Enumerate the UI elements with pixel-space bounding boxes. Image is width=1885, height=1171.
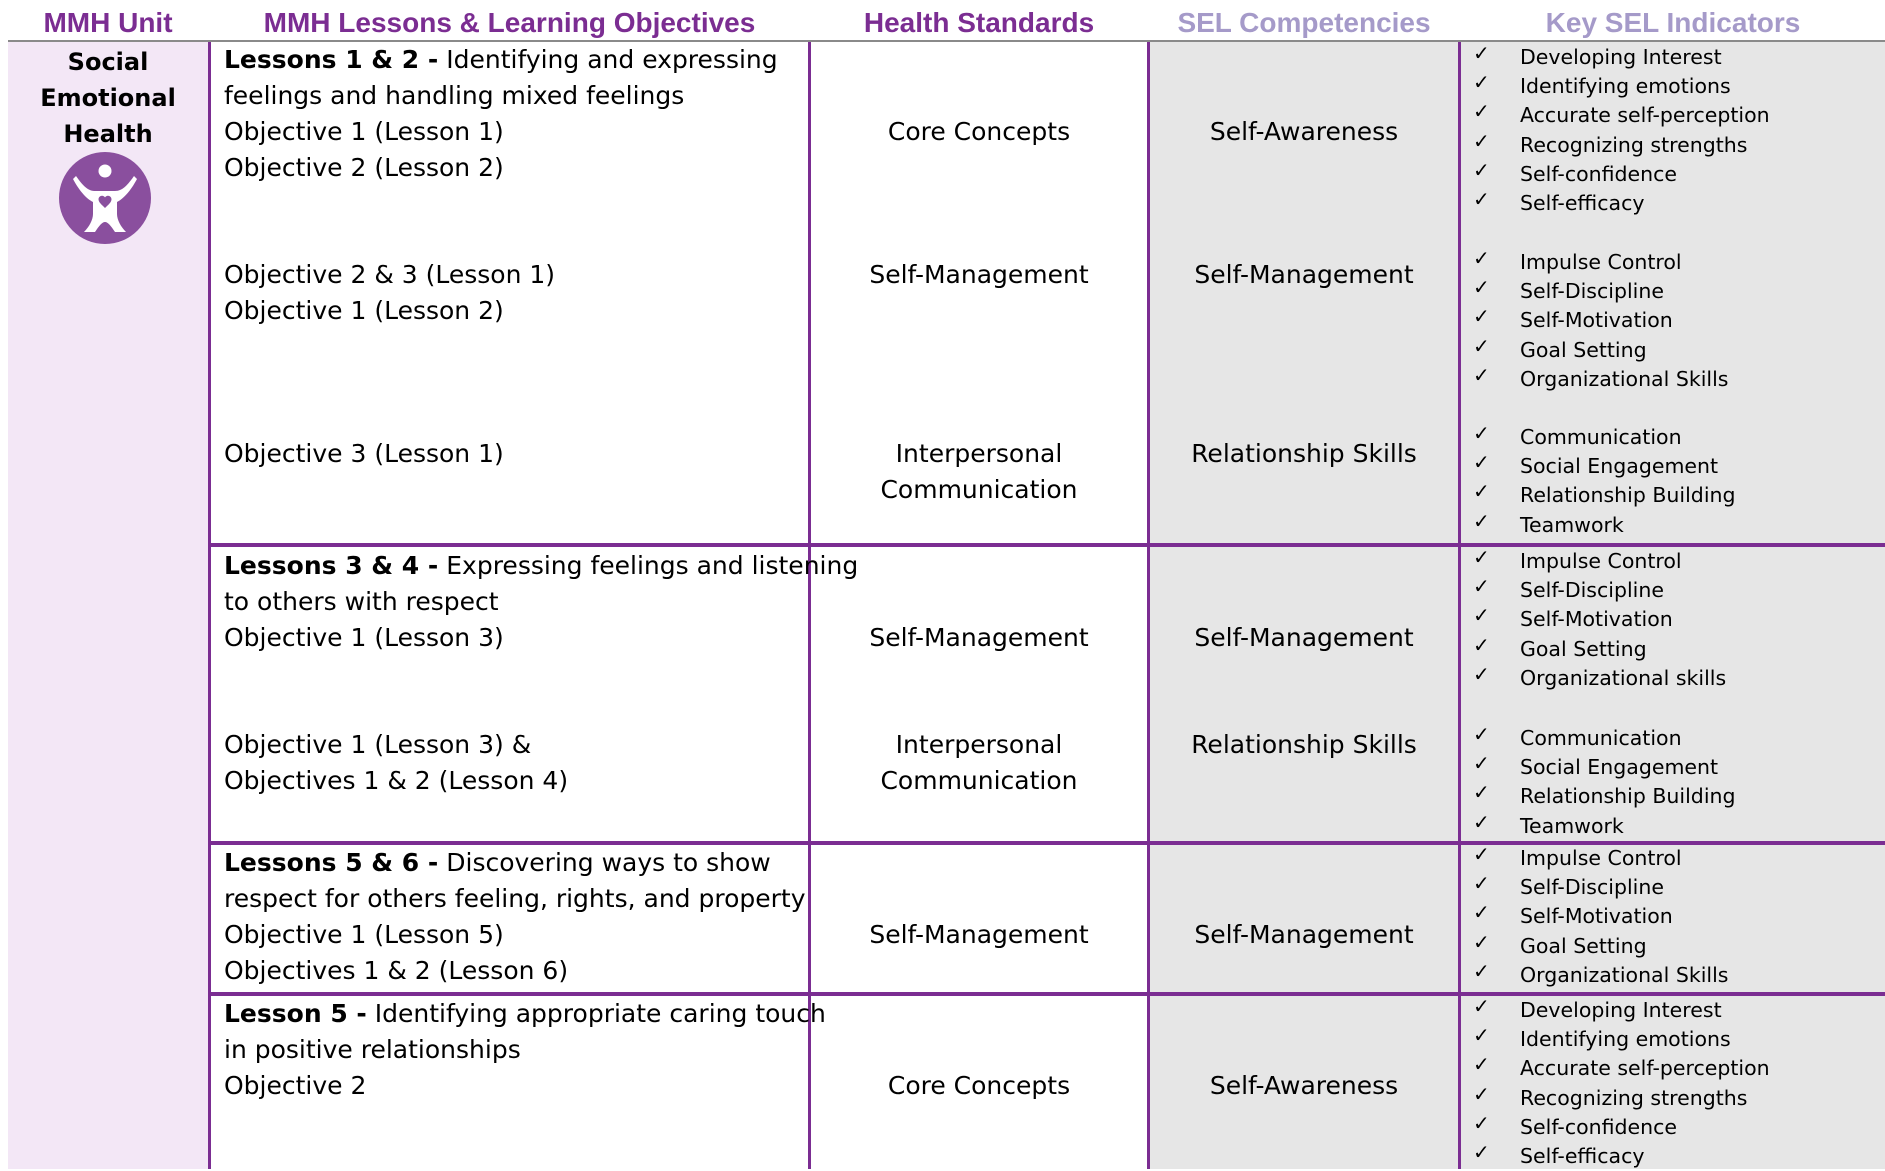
check-icon: ✓ xyxy=(1473,722,1490,746)
indicator-label: Self-efficacy xyxy=(1520,1143,1645,1168)
objective-line: Objective 1 (Lesson 5) xyxy=(224,920,504,949)
health-standard: Self-Management xyxy=(869,623,1089,652)
health-standard xyxy=(811,727,1147,799)
indicator-item xyxy=(1473,248,1873,277)
check-icon: ✓ xyxy=(1473,99,1490,124)
check-icon: ✓ xyxy=(1473,751,1490,776)
indicator-list xyxy=(1473,547,1873,693)
social-emotional-person-heart-icon xyxy=(59,152,151,244)
indicator-label: Self-Discipline xyxy=(1520,279,1664,304)
indicator-item xyxy=(1473,724,1873,753)
indicator-item xyxy=(1473,72,1873,101)
check-icon: ✓ xyxy=(1473,900,1490,925)
objective-line: Objectives 1 & 2 (Lesson 4) xyxy=(224,766,569,795)
objective-line: Objective 2 xyxy=(224,1071,367,1100)
indicator-item xyxy=(1473,186,1873,218)
objective-line: Objective 1 (Lesson 1) xyxy=(224,117,504,146)
indicator-item xyxy=(1473,481,1873,510)
indicator-label: Developing Interest xyxy=(1520,45,1722,69)
indicator-item xyxy=(1473,452,1873,481)
sel-competency: Self-Management xyxy=(1194,920,1414,949)
indicator-label: Relationship Building xyxy=(1520,784,1736,809)
check-icon: ✓ xyxy=(1473,157,1490,182)
indicator-label: Self-Discipline xyxy=(1520,578,1664,603)
check-icon: ✓ xyxy=(1473,450,1490,475)
objective-line: Objective 2 (Lesson 2) xyxy=(224,153,504,182)
indicator-label: Teamwork xyxy=(1520,512,1624,537)
check-icon: ✓ xyxy=(1473,479,1490,504)
indicator-label: Impulse Control xyxy=(1520,250,1682,274)
health-standard xyxy=(811,436,1147,508)
check-icon: ✓ xyxy=(1473,994,1490,1018)
check-icon: ✓ xyxy=(1473,1081,1490,1106)
indicator-label: Developing Interest xyxy=(1520,998,1722,1022)
indicator-list xyxy=(1473,423,1873,540)
unit-name-line: Health xyxy=(63,120,153,148)
indicator-label: Self-Discipline xyxy=(1520,875,1664,900)
indicator-list xyxy=(1473,43,1873,218)
indicator-item xyxy=(1473,277,1873,306)
indicator-item xyxy=(1473,1139,1873,1171)
indicator-label: Self-efficacy xyxy=(1520,190,1645,215)
check-icon: ✓ xyxy=(1473,246,1490,270)
indicator-label: Social Engagement xyxy=(1520,755,1719,780)
health-standard: Self-Management xyxy=(869,260,1089,289)
lesson-title xyxy=(224,548,858,584)
indicator-item xyxy=(1473,1110,1873,1142)
check-icon: ✓ xyxy=(1473,70,1490,95)
indicator-label: Relationship Building xyxy=(1520,483,1736,508)
header-lessons-objectives: MMH Lessons & Learning Objectives xyxy=(263,7,756,38)
indicator-label: Impulse Control xyxy=(1520,549,1682,573)
indicator-item xyxy=(1473,996,1873,1025)
check-icon: ✓ xyxy=(1473,871,1490,896)
check-icon: ✓ xyxy=(1473,304,1490,329)
health-standard: Core Concepts xyxy=(887,1071,1071,1100)
indicator-label: Organizational skills xyxy=(1520,665,1727,690)
lesson-title-desc: respect for others feeling, rights, and property xyxy=(224,884,806,913)
indicator-label: Accurate self-perception xyxy=(1520,1056,1770,1081)
indicator-item xyxy=(1473,547,1873,576)
lesson-title-desc: Identifying and expressing xyxy=(438,45,778,74)
indicator-item xyxy=(1473,902,1873,931)
sel-competency: Self-Awareness xyxy=(1209,1071,1399,1100)
health-standard: Core Concepts xyxy=(887,117,1071,146)
indicator-item xyxy=(1473,809,1873,841)
unit-name xyxy=(8,44,208,152)
objective-line: Objectives 1 & 2 (Lesson 6) xyxy=(224,956,569,985)
indicator-list xyxy=(1473,248,1873,394)
lesson-title xyxy=(224,42,778,78)
indicator-item xyxy=(1473,101,1873,130)
health-standard-line: Communication xyxy=(880,475,1078,504)
lesson-title-desc: Discovering ways to show xyxy=(438,848,771,877)
objective-line: Objective 3 (Lesson 1) xyxy=(224,439,504,468)
sel-competency: Relationship Skills xyxy=(1191,439,1417,468)
check-icon: ✓ xyxy=(1473,661,1490,686)
sel-competency: Self-Management xyxy=(1194,623,1414,652)
check-icon: ✓ xyxy=(1473,421,1490,445)
health-standard-line: Interpersonal xyxy=(895,730,1063,759)
check-icon: ✓ xyxy=(1473,603,1490,628)
lesson-title-desc: Identifying appropriate caring touch xyxy=(366,999,826,1028)
indicator-item xyxy=(1473,873,1873,902)
indicator-item xyxy=(1473,576,1873,605)
indicator-item xyxy=(1473,333,1873,365)
indicator-label: Teamwork xyxy=(1520,813,1624,838)
check-icon: ✓ xyxy=(1473,809,1490,834)
check-icon: ✓ xyxy=(1473,186,1490,211)
check-icon: ✓ xyxy=(1473,41,1490,65)
indicator-item xyxy=(1473,782,1873,811)
indicator-label: Self-confidence xyxy=(1520,161,1678,186)
indicator-label: Goal Setting xyxy=(1520,337,1647,362)
indicator-item xyxy=(1473,1054,1873,1083)
check-icon: ✓ xyxy=(1473,275,1490,300)
check-icon: ✓ xyxy=(1473,545,1490,569)
indicator-label: Self-confidence xyxy=(1520,1114,1678,1139)
check-icon: ✓ xyxy=(1473,508,1490,533)
lesson-title-bold: Lessons 1 & 2 - xyxy=(224,45,439,74)
indicator-label: Identifying emotions xyxy=(1520,1027,1731,1052)
health-standard-line: Interpersonal xyxy=(895,439,1063,468)
unit-name-line: Social xyxy=(67,48,149,76)
check-icon: ✓ xyxy=(1473,958,1490,983)
indicator-item xyxy=(1473,958,1873,990)
check-icon: ✓ xyxy=(1473,632,1490,657)
sel-competencies-column xyxy=(1147,42,1458,1169)
header-key-sel-indicators: Key SEL Indicators xyxy=(1545,7,1801,38)
indicator-item xyxy=(1473,632,1873,664)
check-icon: ✓ xyxy=(1473,574,1490,599)
indicator-item xyxy=(1473,362,1873,394)
check-icon: ✓ xyxy=(1473,842,1490,866)
check-icon: ✓ xyxy=(1473,362,1490,387)
check-icon: ✓ xyxy=(1473,1139,1490,1164)
indicator-label: Social Engagement xyxy=(1520,454,1719,479)
indicator-item xyxy=(1473,605,1873,634)
lesson-title xyxy=(224,845,771,881)
header-sel-competencies: SEL Competencies xyxy=(1177,7,1431,38)
lesson-title-bold: Lesson 5 - xyxy=(224,999,367,1028)
indicator-label: Impulse Control xyxy=(1520,846,1682,870)
indicator-list xyxy=(1473,996,1873,1171)
unit-name-line: Emotional xyxy=(40,84,176,112)
indicator-label: Accurate self-perception xyxy=(1520,103,1770,128)
indicator-label: Communication xyxy=(1520,726,1682,750)
lesson-title-bold: Lessons 3 & 4 - xyxy=(224,551,439,580)
check-icon: ✓ xyxy=(1473,1052,1490,1077)
indicator-list xyxy=(1473,844,1873,990)
indicator-label: Goal Setting xyxy=(1520,933,1647,958)
indicator-item xyxy=(1473,508,1873,540)
indicator-item xyxy=(1473,661,1873,693)
objective-line: Objective 1 (Lesson 3) xyxy=(224,623,504,652)
indicator-item xyxy=(1473,1025,1873,1054)
header-mmh-unit: MMH Unit xyxy=(43,7,173,38)
objective-line: Objective 1 (Lesson 2) xyxy=(224,296,504,325)
objective-line: Objective 2 & 3 (Lesson 1) xyxy=(224,260,556,289)
lesson-title-desc: feelings and handling mixed feelings xyxy=(224,81,685,110)
divider-vertical xyxy=(1458,42,1461,1169)
indicator-label: Self-Motivation xyxy=(1520,904,1673,929)
indicator-label: Self-Motivation xyxy=(1520,308,1673,333)
header-health-standards: Health Standards xyxy=(863,7,1095,38)
indicator-item xyxy=(1473,43,1873,72)
indicator-item xyxy=(1473,157,1873,189)
indicator-label: Organizational Skills xyxy=(1520,962,1729,987)
check-icon: ✓ xyxy=(1473,929,1490,954)
sel-competency: Relationship Skills xyxy=(1191,730,1417,759)
objective-line: Objective 1 (Lesson 3) & xyxy=(224,730,532,759)
lesson-title-desc: to others with respect xyxy=(224,587,499,616)
health-standard-line: Communication xyxy=(880,766,1078,795)
indicator-label: Recognizing strengths xyxy=(1520,1085,1748,1110)
lesson-title-desc: in positive relationships xyxy=(224,1035,521,1064)
indicator-item xyxy=(1473,929,1873,961)
divider-vertical xyxy=(1147,42,1150,1169)
indicator-label: Communication xyxy=(1520,425,1682,449)
indicator-label: Goal Setting xyxy=(1520,636,1647,661)
sel-competency: Self-Management xyxy=(1194,260,1414,289)
indicator-label: Recognizing strengths xyxy=(1520,132,1748,157)
lesson-title-bold: Lessons 5 & 6 - xyxy=(224,848,439,877)
check-icon: ✓ xyxy=(1473,1023,1490,1048)
indicator-list xyxy=(1473,724,1873,841)
indicator-item xyxy=(1473,1081,1873,1113)
check-icon: ✓ xyxy=(1473,780,1490,805)
sel-competency: Self-Awareness xyxy=(1209,117,1399,146)
check-icon: ✓ xyxy=(1473,128,1490,153)
lesson-title-desc: Expressing feelings and listening xyxy=(438,551,859,580)
indicator-item xyxy=(1473,423,1873,452)
indicator-label: Organizational Skills xyxy=(1520,366,1729,391)
lesson-title xyxy=(224,996,826,1032)
check-icon: ✓ xyxy=(1473,333,1490,358)
indicator-item xyxy=(1473,128,1873,160)
indicator-item xyxy=(1473,753,1873,782)
check-icon: ✓ xyxy=(1473,1110,1490,1135)
indicator-label: Identifying emotions xyxy=(1520,74,1731,99)
health-standard: Self-Management xyxy=(869,920,1089,949)
divider-vertical xyxy=(208,42,211,1169)
indicator-item xyxy=(1473,306,1873,335)
indicator-item xyxy=(1473,844,1873,873)
indicator-label: Self-Motivation xyxy=(1520,607,1673,632)
